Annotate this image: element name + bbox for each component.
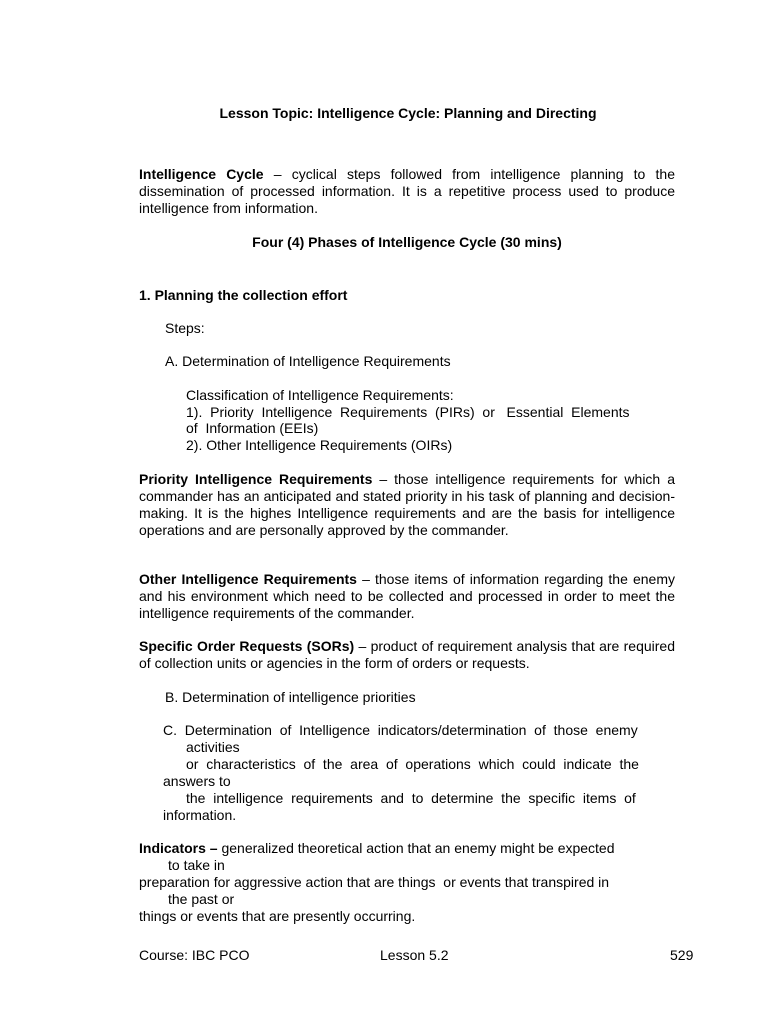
indicators-line3: preparation for aggressive action that are things or events that transpired in xyxy=(139,874,610,890)
step-a: A. Determination of Intelligence Requirements xyxy=(165,353,451,369)
indicators-term: Indicators – xyxy=(139,840,218,856)
indicators-line5: things or events that are presently occurring. xyxy=(139,908,416,924)
classification-item-1b: of Information (EEIs) xyxy=(186,420,319,436)
step-c-line3: or characteristics of the area of operations which could indicate the xyxy=(186,756,639,772)
pir-term: Priority Intelligence Requirements xyxy=(139,471,373,487)
footer-page-number: 529 xyxy=(670,947,694,963)
step-c-line1: C. Determination of Intelligence indicators/determination of those enemy xyxy=(163,722,638,738)
oir-term: Other Intelligence Requirements xyxy=(139,571,357,587)
pir-paragraph xyxy=(139,471,675,539)
intro-paragraph xyxy=(139,166,675,217)
classification-item-2: 2). Other Intelligence Requirements (OIRs) xyxy=(186,437,453,453)
sor-paragraph xyxy=(139,638,675,672)
sor-text: – product of requirement analysis that are required of collection units or agencies in the form of orders or requests. xyxy=(139,638,675,671)
indicators-text-1: generalized theoretical action that an enemy might be expected xyxy=(217,840,615,856)
phases-heading: Four (4) Phases of Intelligence Cycle (30 mins) xyxy=(252,234,562,250)
intro-text: – cyclical steps followed from intelligence planning to the dissemination of processed information. It is a repetitive process used to produce intelligence from information. xyxy=(139,166,675,216)
pir-text: – those intelligence requirements for which a commander has an anticipated and stated priority in his task of planning and decision-making. It is the highes Intelligence requirements and are the basis for intelligence operations and are personally approved by the commander. xyxy=(139,471,675,538)
footer-course: Course: IBC PCO xyxy=(139,947,250,963)
step-c-line2: activities xyxy=(186,739,240,755)
step-c-line5: the intelligence requirements and to determine the specific items of xyxy=(186,790,636,806)
step-c-line6: information. xyxy=(163,807,237,823)
classification-item-1a: 1). Priority Intelligence Requirements (PIRs) or Essential Elements xyxy=(186,404,630,420)
sor-term: Specific Order Requests (SORs) xyxy=(139,638,355,654)
oir-paragraph xyxy=(139,571,675,622)
lesson-title: Lesson Topic: Intelligence Cycle: Planning and Directing xyxy=(219,105,597,121)
section1-heading: 1. Planning the collection effort xyxy=(139,287,348,303)
step-c-line4: answers to xyxy=(163,773,231,789)
step-b: B. Determination of intelligence priorities xyxy=(165,689,416,705)
steps-label: Steps: xyxy=(165,320,205,336)
indicators-line4: the past or xyxy=(168,891,235,907)
oir-text: – those items of information regarding the enemy and his environment which need to be collected and processed in order to meet the intelligence requirements of the commander. xyxy=(139,571,675,621)
footer-lesson: Lesson 5.2 xyxy=(380,947,449,963)
intro-term: Intelligence Cycle xyxy=(139,166,264,182)
classification-label: Classification of Intelligence Requirements: xyxy=(186,387,454,403)
indicators-line2: to take in xyxy=(168,857,225,873)
indicators-line1 xyxy=(139,840,675,857)
